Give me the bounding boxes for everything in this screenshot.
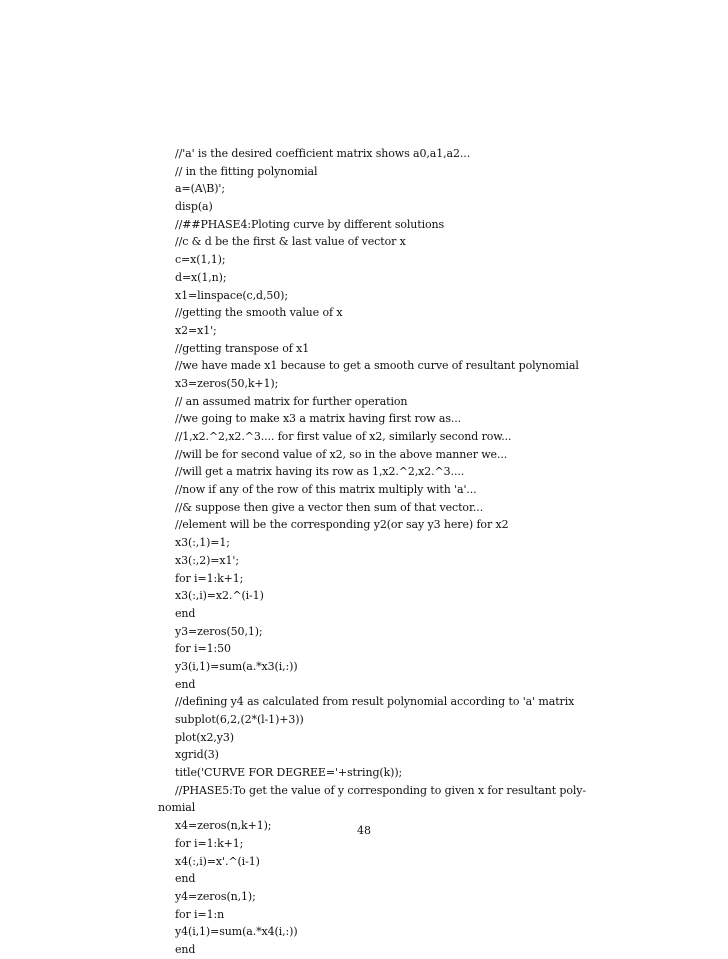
code-line: //getting transpose of x1 (175, 341, 310, 355)
code-line: title('CURVE FOR DEGREE='+string(k)); (175, 766, 403, 780)
code-line: x2=x1'; (175, 323, 217, 337)
code-line: // in the fitting polynomial (175, 164, 318, 178)
code-line: x3(:,2)=x1'; (175, 553, 239, 567)
code-line: for i=1:k+1; (175, 571, 244, 585)
code-line-continuation: nomial (158, 801, 196, 815)
code-line: x3=zeros(50,k+1); (175, 376, 279, 390)
code-line: //PHASE5:To get the value of y corresponding to given x for resultant poly- (175, 783, 587, 797)
code-line: //will get a matrix having its row as 1,x2.^2,x2.^3.... (175, 465, 465, 479)
code-line: x4=zeros(n,k+1); (175, 819, 272, 833)
code-line: x4(:,i)=x'.^(i-1) (175, 854, 260, 868)
code-line: end (175, 606, 196, 620)
code-line: //'a' is the desired coefficient matrix shows a0,a1,a2... (175, 147, 471, 160)
code-line: //we have made x1 because to get a smooth curve of resultant polynomial (175, 359, 579, 373)
code-line: //1,x2.^2,x2.^3.... for first value of x2, similarly second row... (175, 430, 512, 443)
code-line: //& suppose then give a vector then sum of that vector... (175, 500, 484, 514)
code-line: //getting the smooth value of x (175, 306, 343, 320)
code-line: y4=zeros(n,1); (175, 889, 256, 903)
code-line: end (175, 942, 196, 956)
code-line: //now if any of the row of this matrix multiply with 'a'... (175, 483, 477, 497)
code-line: //##PHASE4:Ploting curve by different solutions (175, 217, 445, 231)
code-line: //will be for second value of x2, so in the above manner we... (175, 447, 508, 461)
code-line: for i=1:k+1; (175, 836, 244, 850)
code-line: //element will be the corresponding y2(or say y3 here) for x2 (175, 518, 509, 532)
code-line: for i=1:n (175, 907, 225, 921)
code-line: x3(:,1)=1; (175, 536, 230, 550)
code-line: end (175, 872, 196, 886)
code-line: //defining y4 as calculated from result polynomial according to 'a' matrix (175, 695, 575, 709)
code-line: disp(a) (175, 200, 213, 214)
code-line: for i=1:50 (175, 642, 231, 656)
code-line: a=(A\B)'; (175, 182, 225, 196)
code-line: // an assumed matrix for further operation (175, 394, 408, 408)
code-line: subplot(6,2,(2*(l-1)+3)) (175, 713, 304, 726)
code-line: d=x(1,n); (175, 270, 227, 284)
code-line: x1=linspace(c,d,50); (175, 288, 288, 302)
code-line: xgrid(3) (175, 748, 219, 762)
page-number: 48 (357, 824, 371, 837)
code-line: //c & d be the first & last value of vector x (175, 235, 406, 249)
code-line: y3(i,1)=sum(a.*x3(i,:)) (175, 659, 298, 673)
code-line: //we going to make x3 a matrix having first row as... (175, 412, 462, 426)
code-line: plot(x2,y3) (175, 730, 234, 744)
code-line: c=x(1,1); (175, 253, 226, 267)
code-line: y3=zeros(50,1); (175, 624, 263, 638)
code-line: end (175, 677, 196, 691)
code-line: x3(:,i)=x2.^(i-1) (175, 589, 264, 603)
code-line: y4(i,1)=sum(a.*x4(i,:)) (175, 925, 298, 939)
